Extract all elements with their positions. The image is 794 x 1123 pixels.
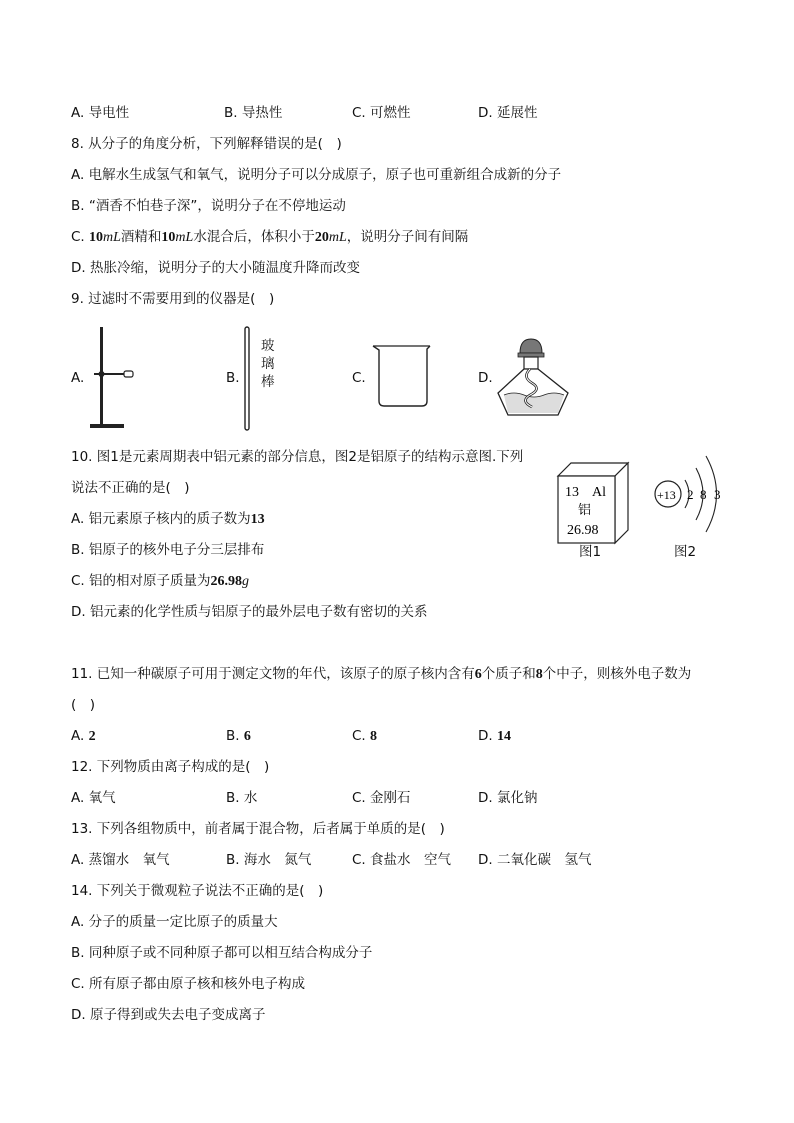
q11-b-value: 6 [243, 729, 251, 744]
q11-option-d [478, 727, 511, 746]
q10-option-b: B. 铝原子的核外电子分三层排布 [71, 542, 265, 558]
q11-stem-n2: 8 [535, 667, 543, 682]
iron-stand-figure [86, 324, 144, 432]
q14-option-a: A. 分子的质量一定比原子的质量大 [71, 914, 278, 930]
q8-c-unit2: mL [175, 230, 194, 245]
stand-clamp-jaw [124, 371, 133, 377]
q10-stem-line1: 10. 图1是元素周期表中铝元素的部分信息，图2是铝原子的结构示意图.下列 [71, 449, 524, 465]
q8-option-d: D. 热胀冷缩，说明分子的大小随温度升降而改变 [71, 260, 360, 276]
q12-stem: 12. 下列物质由离子构成的是( ) [71, 759, 270, 775]
q11-d-value: 14 [496, 729, 511, 744]
shell-electrons-3: 3 [714, 487, 721, 502]
q11-stem-p3: 个中子，则核外电子数为 [542, 666, 692, 682]
glass-rod-figure [242, 326, 254, 432]
aluminum-atom-structure [648, 450, 728, 542]
q10-c-text: C. 铝的相对原子质量为 [71, 573, 211, 589]
q8-c-num2: 10 [161, 230, 176, 245]
q11-c-label: C. [352, 728, 371, 744]
shell-electrons-2: 8 [700, 487, 707, 502]
q11-stem-blank: ( ) [71, 697, 96, 713]
lamp-neck [524, 357, 538, 369]
figure1-caption: 图1 [579, 544, 602, 560]
q10-a-text: A. 铝元素原子核内的质子数为 [71, 511, 251, 527]
q11-stem-p1: 11. 已知一种碳原子可用于测定文物的年代，该原子的原子核内含有 [71, 666, 475, 682]
q14-option-c: C. 所有原子都由原子核和核外电子构成 [71, 976, 306, 992]
q12-option-d: D. 氯化钠 [478, 790, 538, 806]
q8-stem: 8. 从分子的角度分析，下列解释错误的是( ) [71, 136, 342, 152]
q13-stem: 13. 下列各组物质中，前者属于混合物，后者属于单质的是( ) [71, 821, 445, 837]
q11-a-value: 2 [88, 729, 96, 744]
q11-b-label: B. [226, 728, 244, 744]
q12-option-b: B. 水 [226, 790, 258, 806]
q9-label-b: B. [226, 370, 240, 386]
q11-c-value: 8 [370, 729, 378, 744]
q14-option-d: D. 原子得到或失去电子变成离子 [71, 1007, 266, 1023]
q10-c-unit: g [242, 574, 250, 589]
q13-option-d: D. 二氧化碳 氢气 [478, 852, 592, 868]
q11-stem-p2: 个质子和 [481, 666, 536, 682]
q10-c-num: 26.98 [210, 574, 243, 589]
cell-side-face [615, 463, 628, 543]
cell-element-name: 铝 [578, 503, 592, 518]
glass-rod-char-3: 棒 [261, 374, 275, 390]
stand-clamp-knob [99, 371, 105, 377]
glass-rod-char-2: 璃 [261, 356, 275, 372]
q7-option-b: B. 导热性 [224, 105, 283, 121]
cell-atomic-mass: 26.98 [567, 523, 599, 538]
q8-c-text2: 水混合后，体积小于 [193, 229, 315, 245]
q10-a-num: 13 [250, 512, 265, 527]
q8-c-num1: 10 [89, 230, 104, 245]
beaker-figure [370, 343, 432, 409]
q7-option-a: A. 导电性 [71, 105, 130, 121]
beaker-outline [373, 346, 430, 406]
lamp-cap-band [518, 353, 544, 357]
q13-option-a: A. 蒸馏水 氧气 [71, 852, 170, 868]
q10-option-c [71, 572, 249, 591]
q12-option-a: A. 氧气 [71, 790, 116, 806]
q9-label-c: C. [352, 370, 366, 386]
shell-electrons-1: 2 [687, 487, 694, 502]
q8-option-a: A. 电解水生成氢气和氧气，说明分子可以分成原子，原子也可重新组合成新的分子 [71, 167, 562, 183]
q11-stem-n1: 6 [474, 667, 482, 682]
q8-c-unit3: mL [328, 230, 347, 245]
q14-stem: 14. 下列关于微观粒子说法不正确的是( ) [71, 883, 324, 899]
cell-atomic-number: 13 [565, 485, 579, 500]
q11-option-a [71, 727, 96, 746]
q10-option-d: D. 铝元素的化学性质与铝原子的最外层电子数有密切的关系 [71, 604, 428, 620]
q7-option-d: D. 延展性 [478, 105, 538, 121]
q9-label-a: A. [71, 370, 85, 386]
glass-rod-char-1: 玻 [261, 338, 275, 354]
q8-c-text1: 酒精和 [120, 229, 162, 245]
q13-option-c: C. 食盐水 空气 [352, 852, 452, 868]
q11-option-b [226, 727, 251, 746]
q10-option-a [71, 510, 265, 529]
q10-stem-line2: 说法不正确的是( ) [71, 480, 190, 496]
q8-option-c [71, 228, 468, 247]
q11-a-label: A. [71, 728, 89, 744]
q12-option-c: C. 金刚石 [352, 790, 411, 806]
stand-base [90, 424, 124, 428]
q11-option-c [352, 727, 377, 746]
nucleus-charge: +13 [657, 488, 676, 502]
q14-option-b: B. 同种原子或不同种原子都可以相互结合构成分子 [71, 945, 373, 961]
cell-symbol: Al [592, 485, 606, 500]
q9-stem: 9. 过滤时不需要用到的仪器是( ) [71, 291, 275, 307]
aluminum-element-cell [552, 458, 636, 546]
lamp-cap [520, 339, 542, 353]
q11-stem [71, 665, 691, 684]
q8-c-text3: ，说明分子间有间隔 [346, 229, 469, 245]
q8-c-prefix: C. [71, 229, 90, 245]
q11-d-label: D. [478, 728, 497, 744]
q9-label-d: D. [478, 370, 493, 386]
q8-c-num3: 20 [314, 230, 329, 245]
q13-option-b: B. 海水 氮气 [226, 852, 312, 868]
alcohol-lamp-figure [494, 337, 572, 419]
figure2-caption: 图2 [674, 544, 697, 560]
q7-option-c: C. 可燃性 [352, 105, 411, 121]
q8-c-unit1: mL [103, 230, 121, 245]
glass-rod-shape [245, 327, 249, 430]
q8-option-b: B. “酒香不怕巷子深”，说明分子在不停地运动 [71, 198, 346, 214]
